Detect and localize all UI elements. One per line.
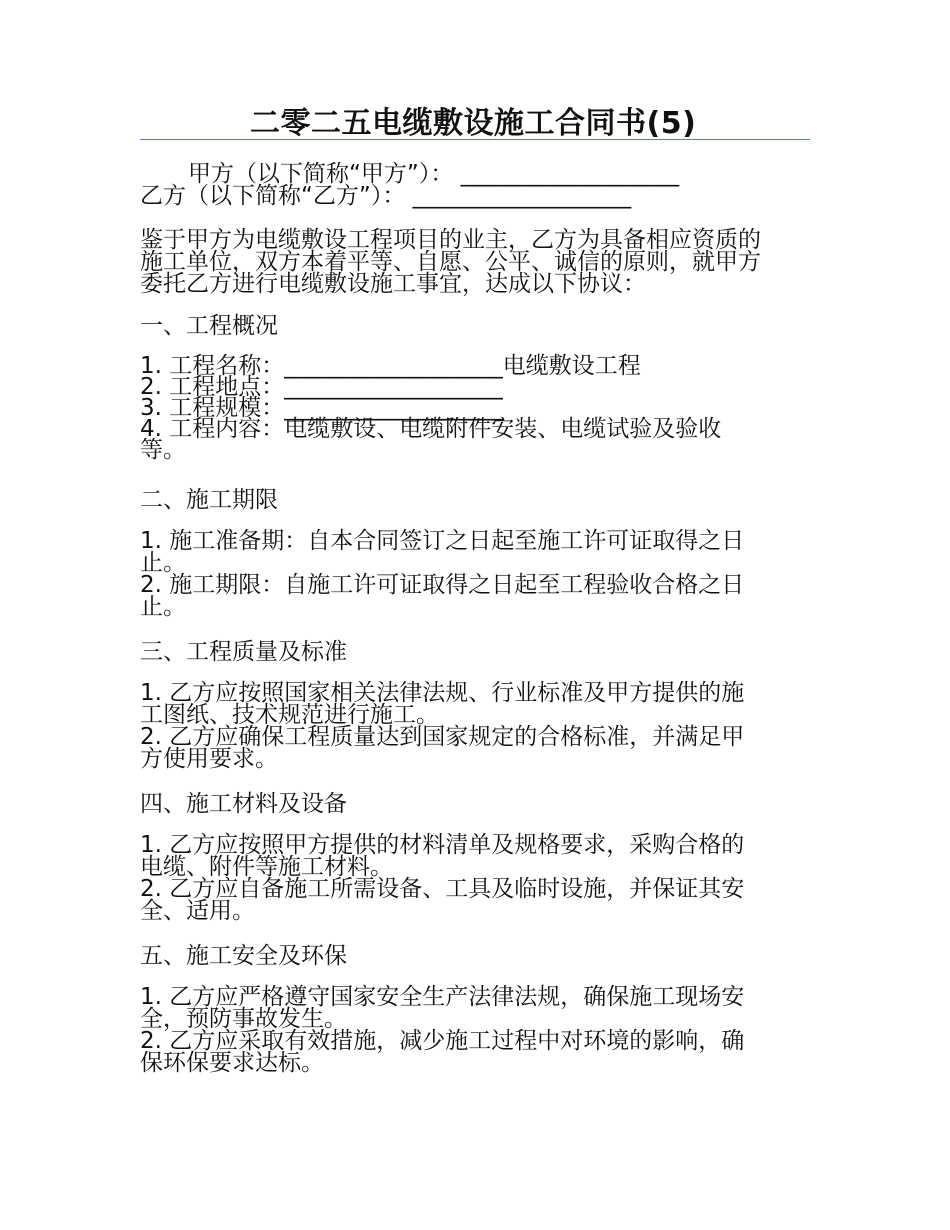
section-5-items: [140, 986, 744, 1074]
party-a-blank: ___________________: [460, 161, 680, 187]
clause-line: 2. 乙方应确保工程质量达到国家规定的合格标准，并满足甲: [140, 724, 745, 750]
document-title: 二零二五电缆敷设施工合同书(5): [250, 106, 697, 141]
clause-line: 工图纸、技术规范进行施工。: [140, 702, 439, 728]
section-heading: 五、施工安全及环保: [140, 943, 347, 969]
intro-paragraph: [140, 229, 761, 295]
section-2-items: [140, 530, 744, 618]
clause-line: 2. 施工期限：自施工许可证取得之日起至工程验收合格之日: [140, 572, 745, 598]
section-heading: 四、施工材料及设备: [140, 791, 347, 817]
section-4-items: [140, 834, 744, 922]
section-1-items: [140, 353, 722, 463]
clause-line: 4. 工程内容：电缆敷设、电缆附件安装、电缆试验及验收: [140, 416, 722, 442]
clause-line: 2. 乙方应自备施工所需设备、工具及临时设施，并保证其安: [140, 876, 745, 902]
clause-line: 全，预防事故发生。: [140, 1006, 347, 1032]
clause-line: 止。: [140, 594, 186, 620]
clause-line: 1. 工程名称：___________________电缆敷设工程: [140, 353, 641, 379]
section-3-items: [140, 682, 744, 770]
intro-line: 委托乙方进行电缆敷设施工事宜，达成以下协议：: [140, 271, 646, 297]
title-underline: [140, 139, 810, 140]
intro-line: 施工单位，双方本着平等、自愿、公平、诚信的原则，就甲方: [140, 249, 761, 275]
party-a-label: 甲方（以下简称“甲方”）：: [188, 161, 454, 187]
party-b-label: 乙方（以下简称“乙方”）：: [140, 183, 406, 209]
clause-line: 止。: [140, 550, 186, 576]
clause-line: 方使用要求。: [140, 746, 278, 772]
clause-line: 1. 乙方应按照甲方提供的材料清单及规格要求，采购合格的: [140, 832, 745, 858]
clause-line: 电缆、附件等施工材料。: [140, 854, 393, 880]
party-b-line: [140, 182, 631, 210]
intro-line: 鉴于甲方为电缆敷设工程项目的业主，乙方为具备相应资质的: [140, 227, 761, 253]
section-heading: 一、工程概况: [140, 313, 278, 339]
clause-line: 全、适用。: [140, 898, 255, 924]
clause-line: 1. 乙方应严格遵守国家安全生产法律法规，确保施工现场安: [140, 984, 745, 1010]
clause-line: 1. 乙方应按照国家相关法律法规、行业标准及甲方提供的施: [140, 680, 745, 706]
clause-line: 3. 工程规模：___________________: [140, 395, 503, 421]
section-heading: 三、工程质量及标准: [140, 639, 347, 665]
party-b-blank: ___________________: [412, 183, 632, 209]
clause-line: 保环保要求达标。: [140, 1050, 324, 1076]
clause-line: 2. 乙方应采取有效措施，减少施工过程中对环境的影响，确: [140, 1028, 745, 1054]
clause-line: 2. 工程地点：___________________: [140, 374, 503, 400]
clause-line: 1. 施工准备期：自本合同签订之日起至施工许可证取得之日: [140, 528, 745, 554]
section-heading: 二、施工期限: [140, 487, 278, 513]
clause-line: 等。: [140, 437, 186, 463]
